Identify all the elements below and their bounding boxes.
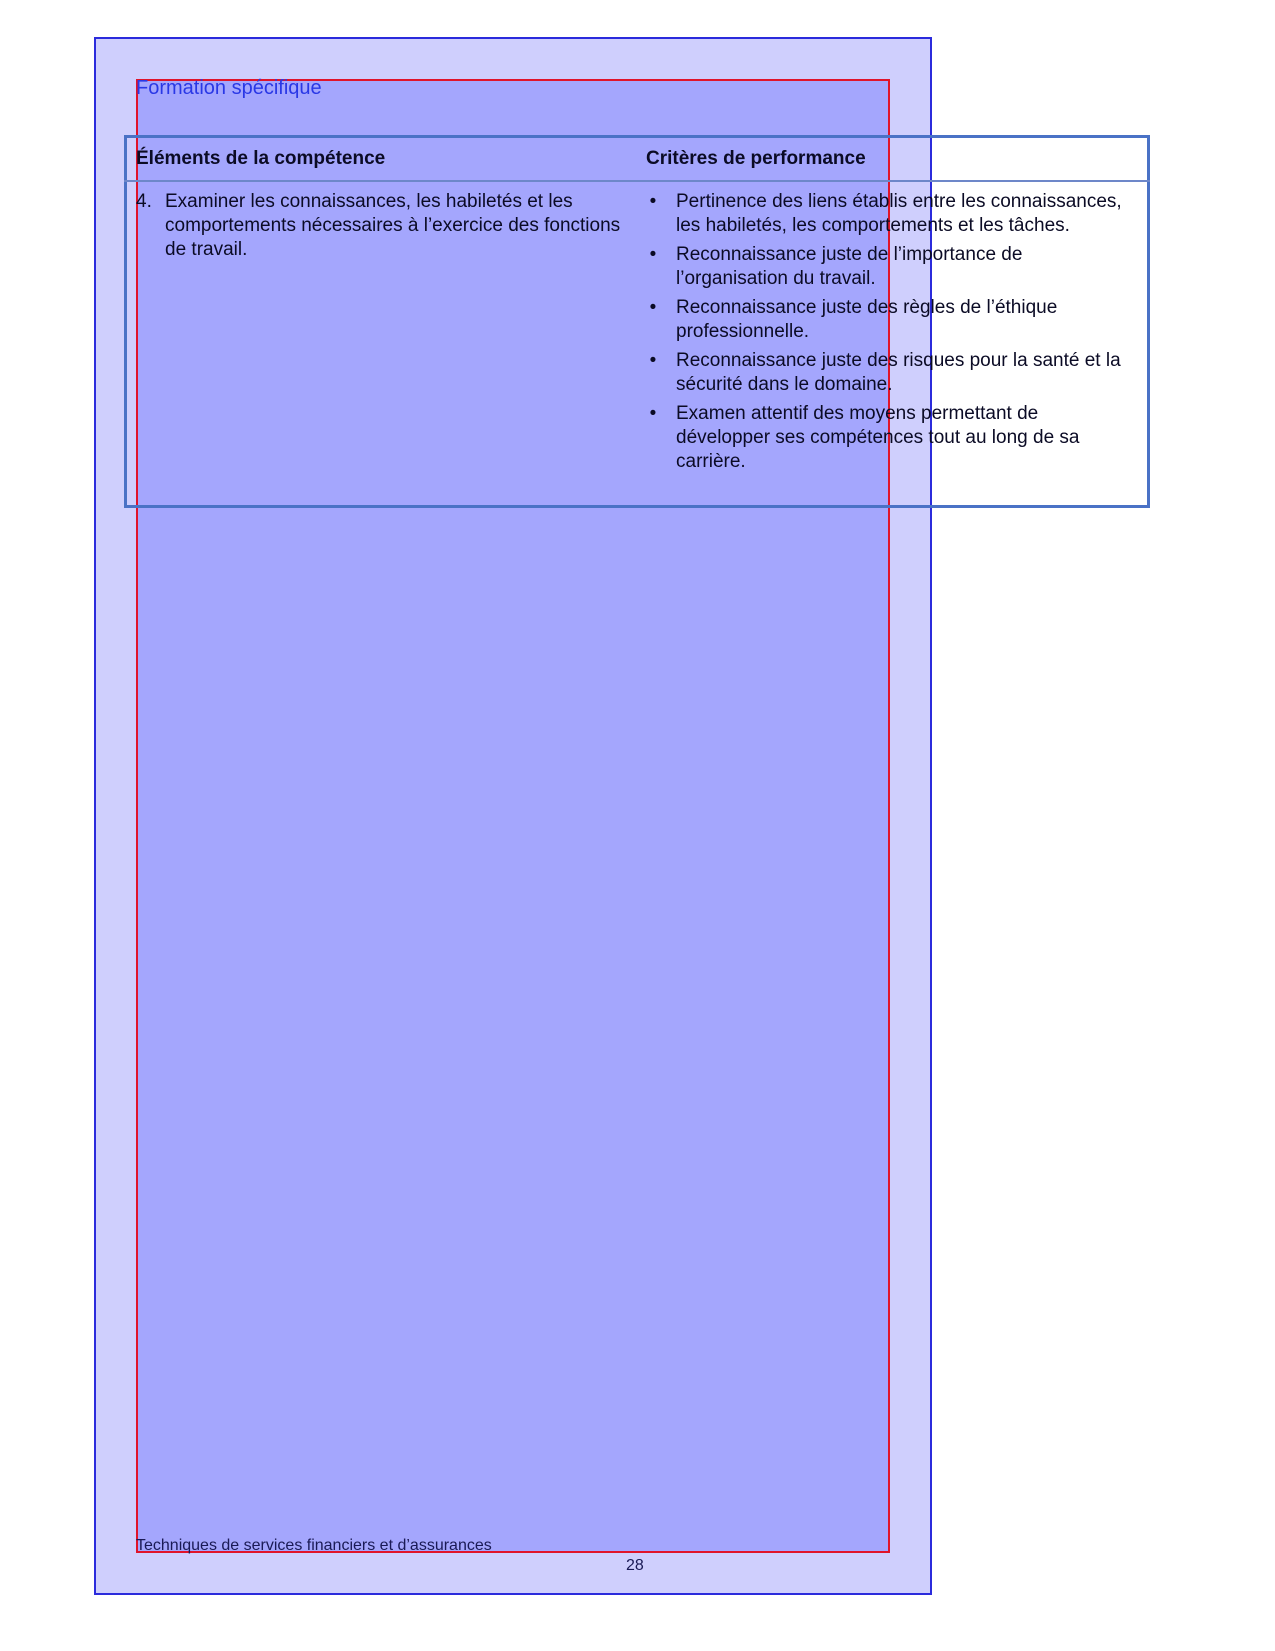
element-text: Examiner les connaissances, les habiletés et les comportements nécessaires à l’exercice des fonctions de travail.: [165, 191, 621, 260]
bullet-icon: •: [649, 191, 657, 212]
bullet-icon: •: [649, 297, 657, 318]
table-header-divider: [124, 180, 1150, 182]
page-number: 28: [626, 1557, 644, 1574]
criteria-text: Examen attentif des moyens permettant de développer ses compétences tout au long de sa carrière.: [676, 403, 1080, 472]
criteria-item: [646, 243, 1131, 291]
element-number: 4.: [136, 191, 152, 212]
criteria-item: [646, 296, 1131, 344]
criteria-text: Reconnaissance juste de l’importance de l’organisation du travail.: [676, 244, 1023, 289]
criteria-text: Reconnaissance juste des risques pour la santé et la sécurité dans le domaine.: [676, 350, 1121, 395]
criteria-item: [646, 190, 1131, 238]
bullet-icon: •: [649, 403, 657, 424]
criteria-list: [646, 190, 1131, 479]
bullet-icon: •: [649, 350, 657, 371]
criteria-text: Pertinence des liens établis entre les connaissances, les habiletés, les comportements et les tâches.: [676, 191, 1122, 236]
criteria-item: [646, 349, 1131, 397]
criteria-item: [646, 402, 1131, 474]
competence-element: [136, 190, 636, 262]
criteria-text: Reconnaissance juste des règles de l’éthique professionnelle.: [676, 297, 1058, 342]
bullet-icon: •: [649, 244, 657, 265]
section-title: Formation spécifique: [136, 77, 322, 99]
column-header-elements: Éléments de la compétence: [136, 148, 386, 169]
footer-program-name: Techniques de services financiers et d’assurances: [136, 1537, 492, 1554]
column-header-criteres: Critères de performance: [646, 148, 866, 169]
